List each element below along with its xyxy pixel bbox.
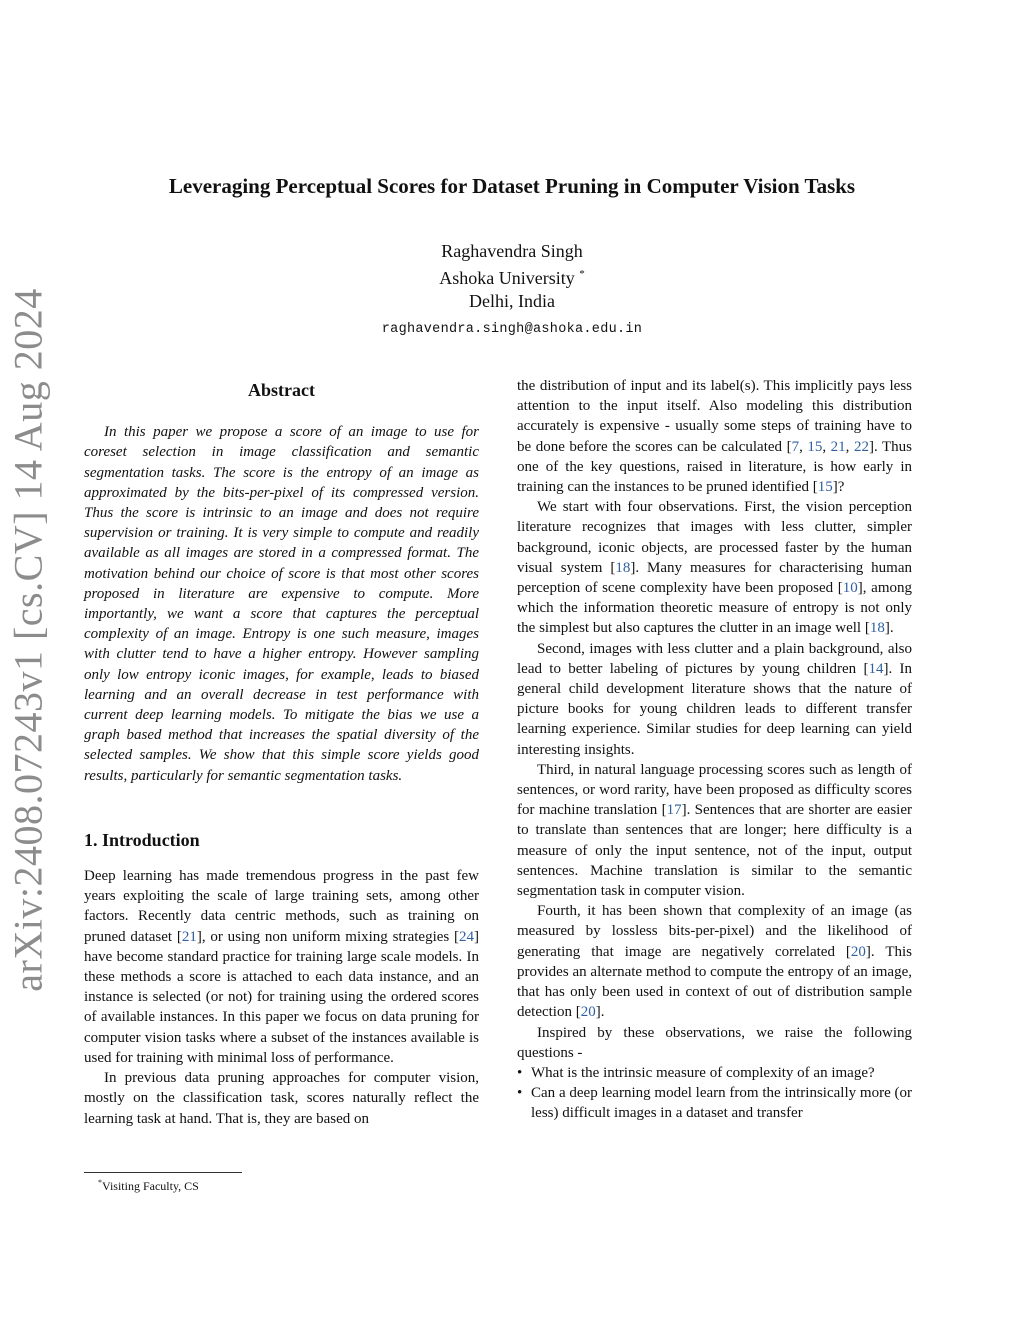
author-block: [0, 240, 1024, 341]
citation-link[interactable]: 20: [580, 1004, 596, 1021]
footnote-divider: [84, 1172, 242, 1173]
right-paragraph-2: Second, images with less clutter and a plain background, also lead to better labeling of pictures by young children [14]. In general child development literature shows that the nature of picture books for young children leads to different transfer learning experience. Similar studies for deep learning can yield interesting insights.: [517, 640, 912, 758]
intro-paragraph-1: Deep learning has made tremendous progress in the past few years exploiting the scale of large training sets, among other factors. Recently data centric methods, such as training on pruned dataset [21], or using non uniform mixing strategies [24] have become standard practice for training large scale models. In these methods a score is attached to each data instance, and an instance is selected (or not) for training using the ordered scores of available instances. In this paper we focus on data pruning for computer vision tasks where a subset of the instances available is used for training with minimal loss of performance.: [84, 868, 480, 1066]
citation-link[interactable]: 15: [807, 438, 823, 455]
citation-link[interactable]: 14: [868, 660, 884, 677]
question-list: [517, 1063, 912, 1124]
right-paragraph-4: Fourth, it has been shown that complexity of an image (as measured by lossless bits-per-pixel) and the likelihood of generating that image are negatively correlated [20]. This provides an alternate method to compute the entropy of an image, that has only been used in context of out of distribution sample detection [20].: [517, 903, 912, 1021]
citation-link[interactable]: 7: [791, 438, 800, 455]
right-paragraph-5: Inspired by these observations, we raise the following questions -: [517, 1024, 912, 1061]
abstract-heading: Abstract: [248, 380, 315, 400]
left-column: [84, 376, 479, 1129]
citation-link[interactable]: 24: [459, 928, 475, 945]
right-column: [517, 376, 912, 1124]
citation-link[interactable]: 21: [830, 438, 846, 455]
right-paragraph-1: We start with four observations. First, the vision perception literature recognizes that images with less clutter, simpler background, iconic objects, are processed faster by the human visual system [18]. Many measures for characterising human perception of scene complexity have been proposed [10], among which the information theoretic measure of entropy is not only the simplest but also captures the clutter in an image well [18].: [517, 499, 912, 637]
list-item: • What is the intrinsic measure of complexity of an image?: [517, 1063, 912, 1083]
introduction-heading: 1. Introduction: [84, 829, 200, 850]
citation-link[interactable]: 17: [666, 802, 682, 819]
citation-link[interactable]: 18: [615, 559, 631, 576]
author-email: raghavendra.singh@ashoka.edu.in: [381, 322, 643, 337]
intro-paragraph-2: In previous data pruning approaches for computer vision, mostly on the classification task, scores naturally reflect the learning task at hand. That is, they are based on: [84, 1070, 479, 1127]
footnote-mark: *: [98, 1178, 102, 1187]
affiliation-footnote-mark: *: [579, 268, 585, 280]
right-paragraph-3: Third, in natural language processing scores such as length of sentences, or word rarity, have been proposed as difficulty scores for machine translation [17]. Sentences that are shorter are easier to translate than sentences that are longer; here difficulty is a measure of only the input sentence, not of the input, output sentences. Machine translation is similar to the semantic segmentation task in computer vision.: [517, 761, 912, 900]
citation-link[interactable]: 18: [869, 620, 885, 637]
citation-link[interactable]: 22: [853, 438, 869, 455]
author-name: Raghavendra Singh: [441, 241, 583, 261]
citation-link[interactable]: 20: [850, 943, 866, 960]
paper-title: Leveraging Perceptual Scores for Dataset Pruning in Computer Vision Tasks: [168, 174, 856, 198]
footnote-text: Visiting Faculty, CS: [102, 1179, 199, 1193]
citation-link[interactable]: 21: [181, 928, 197, 945]
author-location: Delhi, India: [469, 291, 555, 311]
citation-link[interactable]: 15: [817, 479, 833, 496]
footnote: [98, 1178, 199, 1194]
list-item: • Can a deep learning model learn from the intrinsically more (or less) difficult images in a dataset and transfer: [517, 1083, 912, 1123]
citation-link[interactable]: 10: [842, 580, 858, 597]
author-affiliation: Ashoka University *: [439, 268, 585, 288]
abstract-text: In this paper we propose a score of an image to use for coreset selection in image classification and semantic segmentation tasks. The score is the entropy of an image as approximated by the bits-per-pixel of its compressed version. Thus the score is intrinsic to an image and does not require supervision or training. It is very simple to compute and readily available as all images are stored in a compressed format. The motivation behind our choice of score is that most other scores proposed in literature are expensive to compute. More importantly, we want a score that captures the perceptual complexity of an image. Entropy is one such measure, images with clutter tend to have a higher entropy. However sampling only low entropy iconic images, for example, leads to biased learning and an overall decrease in test performance with current deep learning models. To mitigate the bias we use a graph based method that increases the spatial diversity of the selected samples. We show that this simple score yields good results, particularly for semantic segmentation tasks.: [84, 424, 479, 784]
right-paragraph-0: the distribution of input and its label(s). This implicitly pays less attention to the input itself. Also modeling this distribution accurately is expensive - usually some steps of training have to be done before the scores can be calculated [7, 15, 21, 22]. Thus one of the key questions, raised in literature, is how early in training can the instances to be pruned identified [15]?: [517, 378, 912, 496]
